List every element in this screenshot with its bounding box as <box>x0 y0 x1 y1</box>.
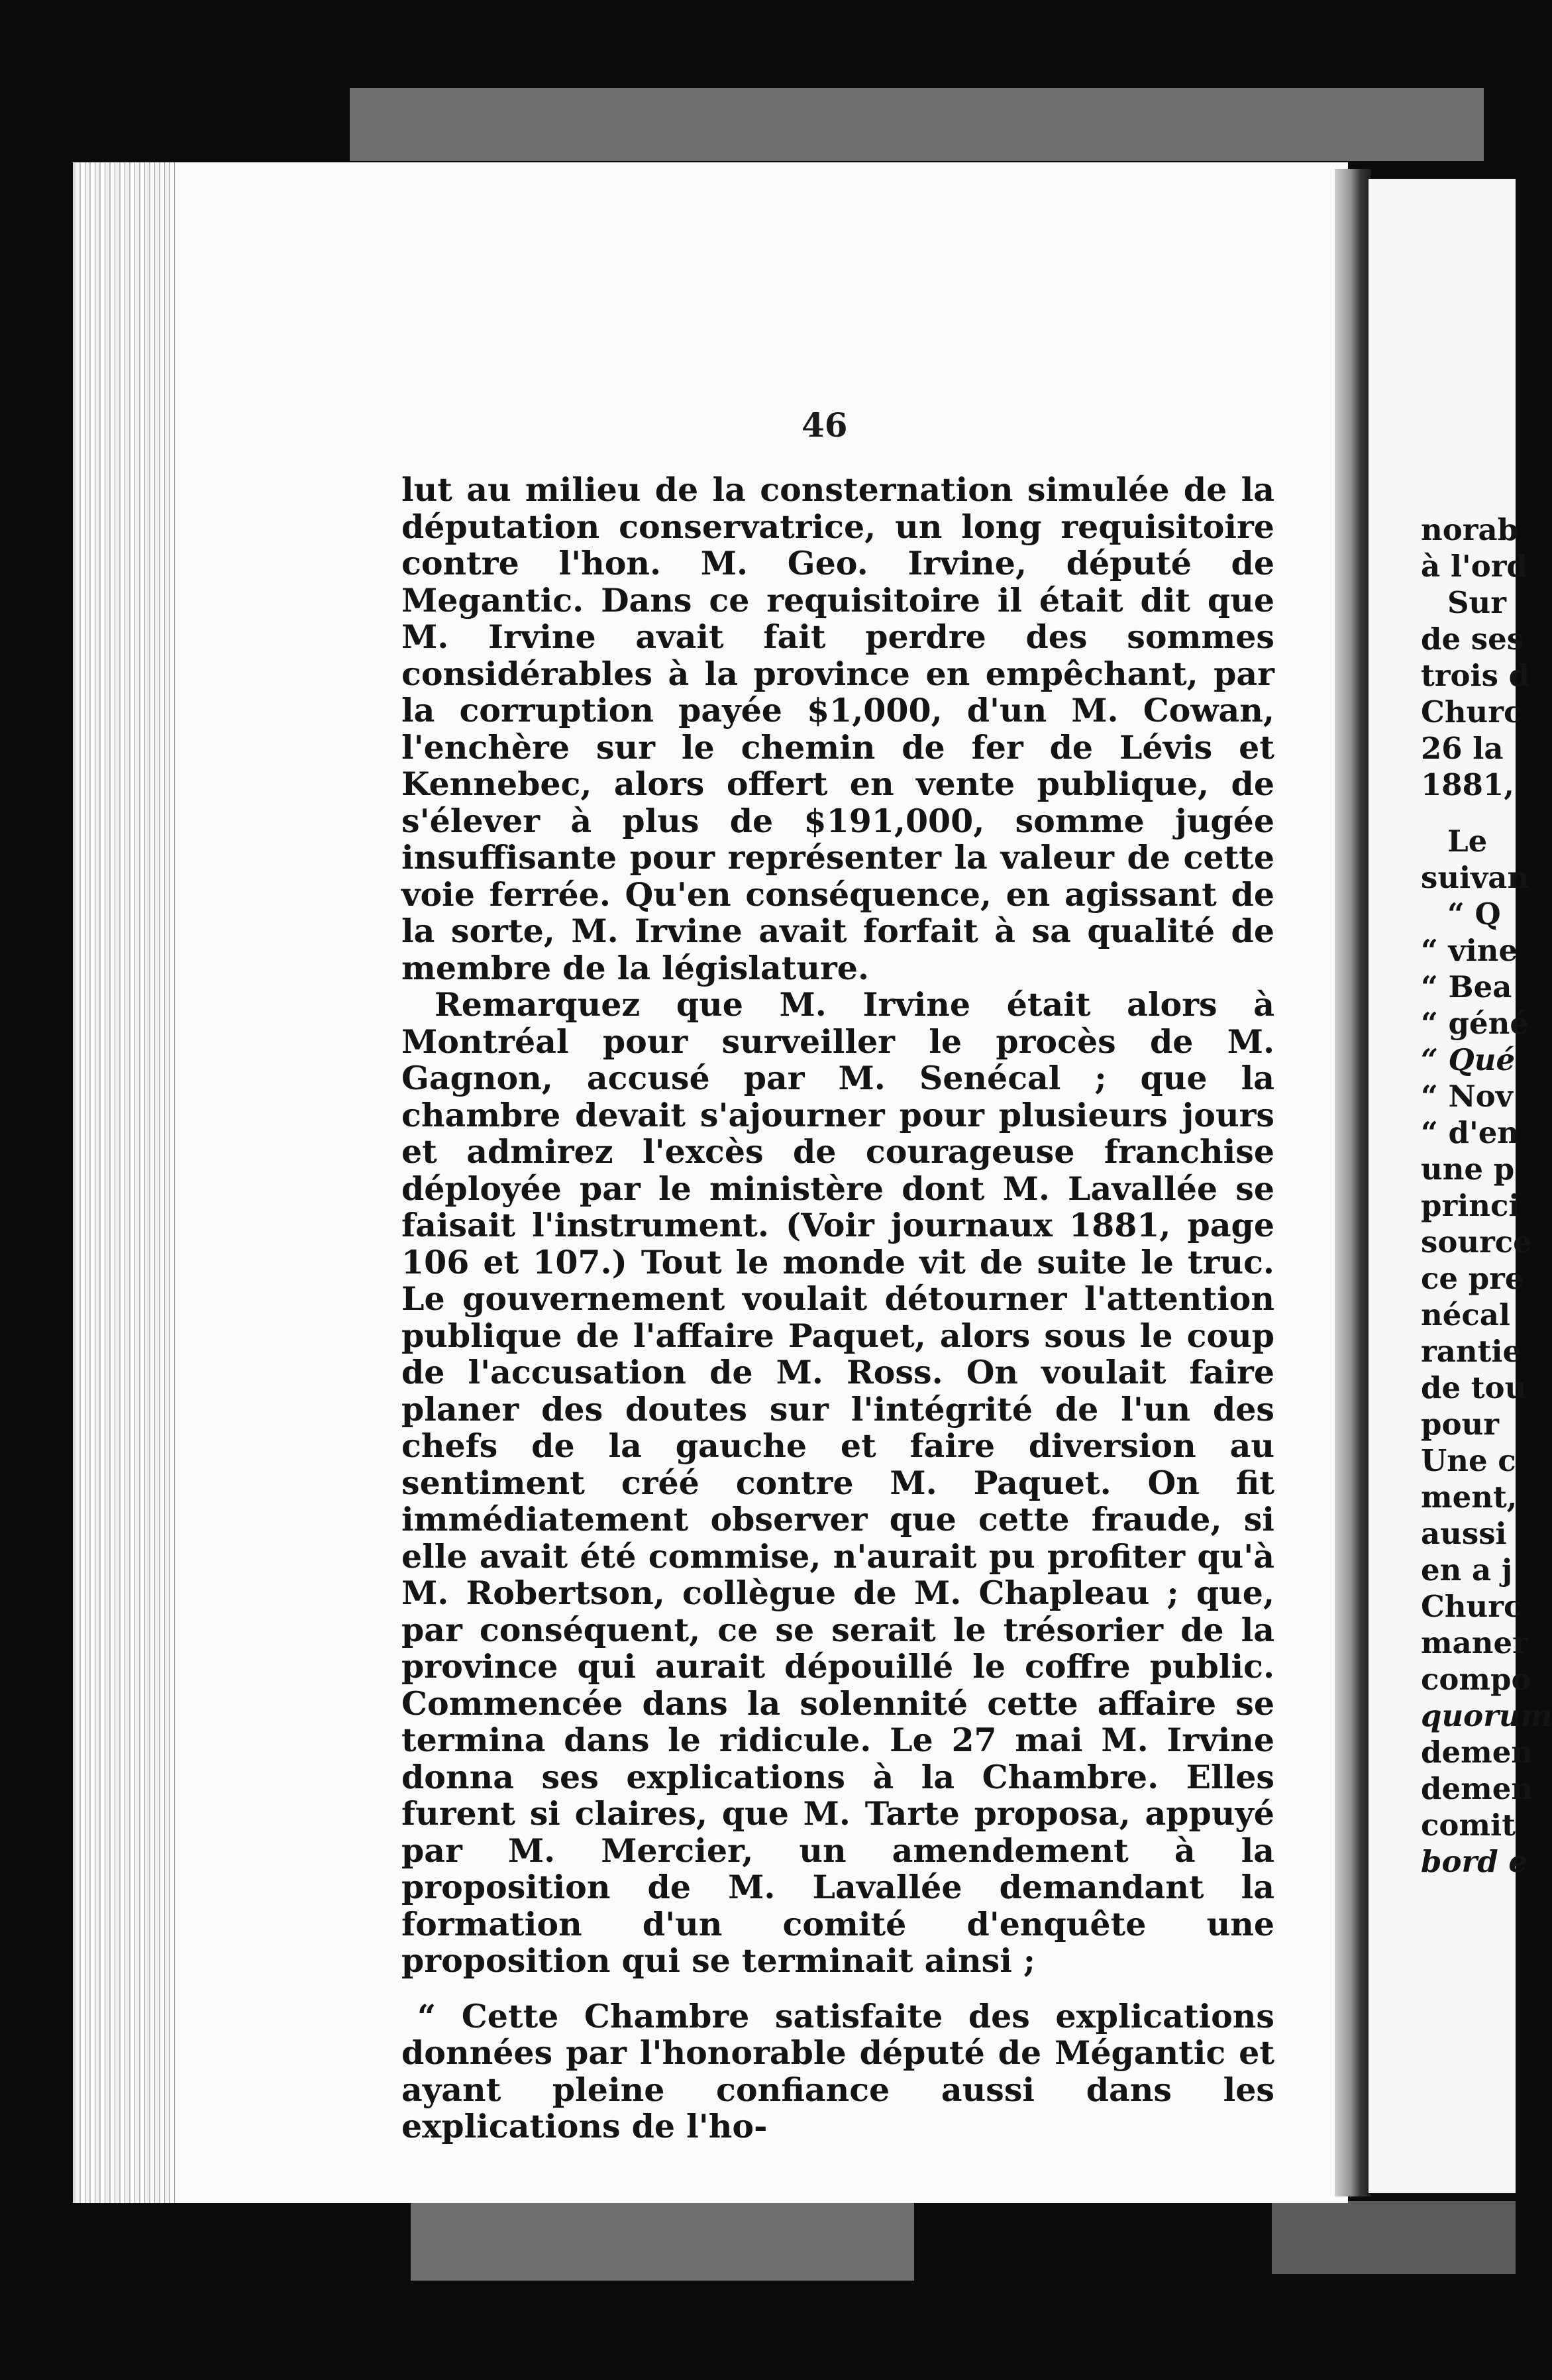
right-line: norab <box>1421 512 1519 547</box>
right-line: “ vine <box>1421 933 1518 968</box>
right-line: compo <box>1421 1662 1531 1697</box>
paragraph-2: Remarquez que M. Irvine était alors à Montréal pour surveiller le procès de M. Gagnon, accusé par M. Senécal ; que la chambre devait s'ajourner pour plusieurs jours et admirez l'excès de courageuse franchise déployée par le ministère dont M. Lavallée se faisait l'instrument. (Voir journaux 1881, page 106 et 107.) Tout le monde vit de suite le truc. Le gouvernement voulait détourner l'attention publique de l'affaire Paquet, alors sous le coup de l'accusation de M. Ross. On voulait faire planer des doutes sur l'intégrité de l'un des chefs de la gauche et faire diversion au sentiment créé contre M. Paquet. On fit immédiatement observer que cette fraude, si elle avait été commise, n'aurait pu profiter qu'à M. Robertson, collègue de M. Chapleau ; que, par conséquent, ce se serait le trésorier de la province qui aurait dépouillé le coffre public. Commencée dans la solennité cette affaire se termina dans le ridicule. Le 27 mai M. Irvine donna ses explications à la Chambre. Elles furent si claires, que M. Tarte proposa, appuyé par M. Mercier, un amendement à la proposition de M. Lavallée demandant la formation d'un comité d'enquête une proposition qui se terminait ainsi ; <box>401 985 1274 1980</box>
right-page-text-fragment <box>1421 512 1552 1880</box>
right-line: bord e <box>1421 1844 1527 1879</box>
book-page-edges <box>73 162 181 2203</box>
page-number: 46 <box>802 406 848 445</box>
right-line: “ Qué <box>1421 1042 1516 1077</box>
right-line: quorum <box>1421 1698 1552 1733</box>
right-line: “ Bea <box>1421 969 1512 1004</box>
right-line: aussi <box>1421 1516 1507 1551</box>
right-line: ment, <box>1421 1480 1518 1515</box>
scan-band-bottom <box>411 2201 914 2281</box>
right-line: ce pre <box>1421 1261 1524 1296</box>
right-line: de tou <box>1421 1370 1527 1405</box>
right-line: de ses <box>1421 622 1524 657</box>
right-line: princi <box>1421 1188 1520 1223</box>
page-body-text <box>401 472 1274 2145</box>
right-line: 26 la <box>1421 731 1504 766</box>
paragraph-quote: “ Cette Chambre satisfaite des explications données par l'honorable député de Mégantic et ayant pleine confiance aussi dans les explications de l'ho- <box>401 1996 1274 2145</box>
book-gutter <box>1335 169 1371 2196</box>
right-line: “ géné <box>1421 1006 1529 1041</box>
right-line: Sur <box>1447 585 1506 620</box>
right-line: demen <box>1421 1771 1533 1806</box>
right-line: suivan <box>1421 860 1529 895</box>
right-line: comit <box>1421 1808 1516 1843</box>
right-line: Le <box>1447 824 1488 859</box>
right-line: nécal <box>1421 1297 1510 1332</box>
right-line: une p <box>1421 1152 1515 1187</box>
right-line: demen <box>1421 1735 1533 1770</box>
right-line-gap <box>1421 803 1520 823</box>
right-line: “ Nov <box>1421 1079 1513 1114</box>
right-line: “ d'en <box>1421 1115 1520 1150</box>
scan-band-top <box>350 88 1484 161</box>
right-line: source <box>1421 1224 1532 1260</box>
right-line: Churc <box>1421 694 1522 730</box>
paragraph-1: lut au milieu de la consternation simulée de la députation conservatrice, un long requisitoire contre l'hon. M. Geo. Irvine, député de Megantic. Dans ce requisitoire il était dit que M. Irvine avait fait perdre des sommes considérables à la province en empêchant, par la corruption payée $1,000, d'un M. Cowan, l'enchère sur le chemin de fer de Lévis et Kennebec, alors offert en vente publique, de s'élever à plus de $191,000, somme jugée insuffisante pour représenter la valeur de cette voie ferrée. Qu'en conséquence, en agissant de la sorte, M. Irvine avait forfait à sa qualité de membre de la législature. <box>401 470 1274 987</box>
right-line: à l'ord <box>1421 549 1527 584</box>
scan-band-bottom-right <box>1272 2201 1516 2274</box>
right-line: pour <box>1421 1407 1499 1442</box>
right-line: trois d <box>1421 658 1530 693</box>
right-line: rantie <box>1421 1334 1522 1369</box>
right-line: maner <box>1421 1625 1528 1660</box>
right-line: “ Q <box>1447 896 1501 932</box>
right-line: Une c <box>1421 1443 1516 1478</box>
right-line: Churc <box>1421 1589 1522 1624</box>
right-line: en a j <box>1421 1552 1513 1588</box>
right-line: 1881, <box>1421 767 1514 802</box>
